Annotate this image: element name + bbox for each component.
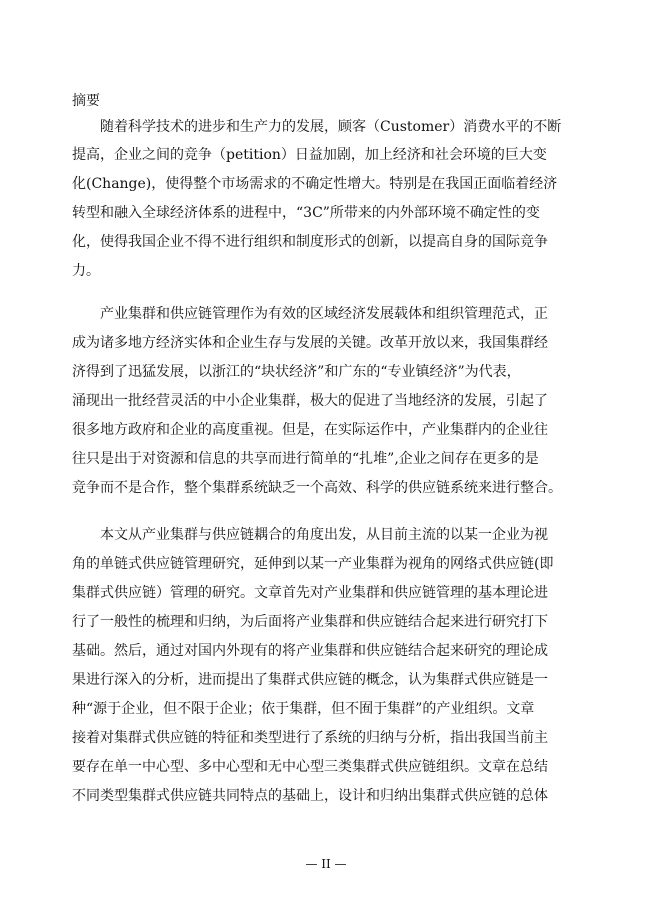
- paragraph-line: 提高，企业之间的竞争（petition）日益加剧，加上经济和社会环境的巨大变: [72, 147, 547, 163]
- page-number: — II —: [305, 857, 347, 871]
- paragraph-line: 种“源于企业，但不限于企业；依于集群，但不囿于集群”的产业组织。文章: [72, 701, 535, 717]
- abstract-heading: 摘要: [72, 93, 100, 109]
- paragraph-line: 产业集群和供应链管理作为有效的区域经济发展载体和组织管理范式，正: [100, 306, 548, 322]
- paragraph-line: 济得到了迅猛发展，以浙江的“块状经济”和广东的“专业镇经济”为代表，: [72, 364, 521, 380]
- paragraph-line: 竞争而不是合作，整个集群系统缺乏一个高效、科学的供应链系统来进行整合。: [72, 480, 562, 496]
- paragraph-line: 成为诸多地方经济实体和企业生存与发展的关键。改革开放以来，我国集群经: [72, 335, 548, 351]
- paragraph-line: 力。: [72, 263, 100, 279]
- paragraph-line: 随着科学技术的进步和生产力的发展，顾客（Customer）消费水平的不断: [100, 119, 562, 135]
- paragraph-line: 基础。然后，通过对国内外现有的将产业集群和供应链结合起来研究的理论成: [72, 643, 548, 659]
- paragraph-line: 角的单链式供应链管理研究，延伸到以某一产业集群为视角的网络式供应链(即: [72, 556, 554, 572]
- paragraph-line: 要存在单一中心型、多中心型和无中心型三类集群式供应链组织。文章在总结: [72, 759, 548, 775]
- paragraph-line: 往只是出于对资源和信息的共享而进行简单的“扎堆”,企业之间存在更多的是: [72, 451, 539, 467]
- paragraph-line: 行了一般性的梳理和归纳，为后面将产业集群和供应链结合起来进行研究打下: [72, 614, 548, 630]
- paragraph-line: 转型和融入全球经济体系的进程中，“3C”所带来的内外部环境不确定性的变: [72, 205, 540, 221]
- paragraph-line: 很多地方政府和企业的高度重视。但是，在实际运作中，产业集群内的企业往: [72, 422, 548, 438]
- paragraph-line: 接着对集群式供应链的特征和类型进行了系统的归纳与分析，指出我国当前主: [72, 730, 548, 746]
- paragraph-line: 化(Change)，使得整个市场需求的不确定性增大。特别是在我国正面临着经济: [72, 176, 558, 192]
- paragraph-line: 不同类型集群式供应链共同特点的基础上，设计和归纳出集群式供应链的总体: [72, 788, 548, 804]
- paragraph-line: 涌现出一批经营灵活的中小企业集群，极大的促进了当地经济的发展，引起了: [72, 393, 548, 409]
- paragraph-line: 集群式供应链）管理的研究。文章首先对产业集群和供应链管理的基本理论进: [72, 585, 548, 601]
- paragraph-line: 果进行深入的分析，进而提出了集群式供应链的概念，认为集群式供应链是一: [72, 672, 548, 688]
- paragraph-line: 化，使得我国企业不得不进行组织和制度形式的创新，以提高自身的国际竞争: [72, 234, 548, 250]
- paragraph-line: 本文从产业集群与供应链耦合的角度出发，从目前主流的以某一企业为视: [100, 527, 548, 543]
